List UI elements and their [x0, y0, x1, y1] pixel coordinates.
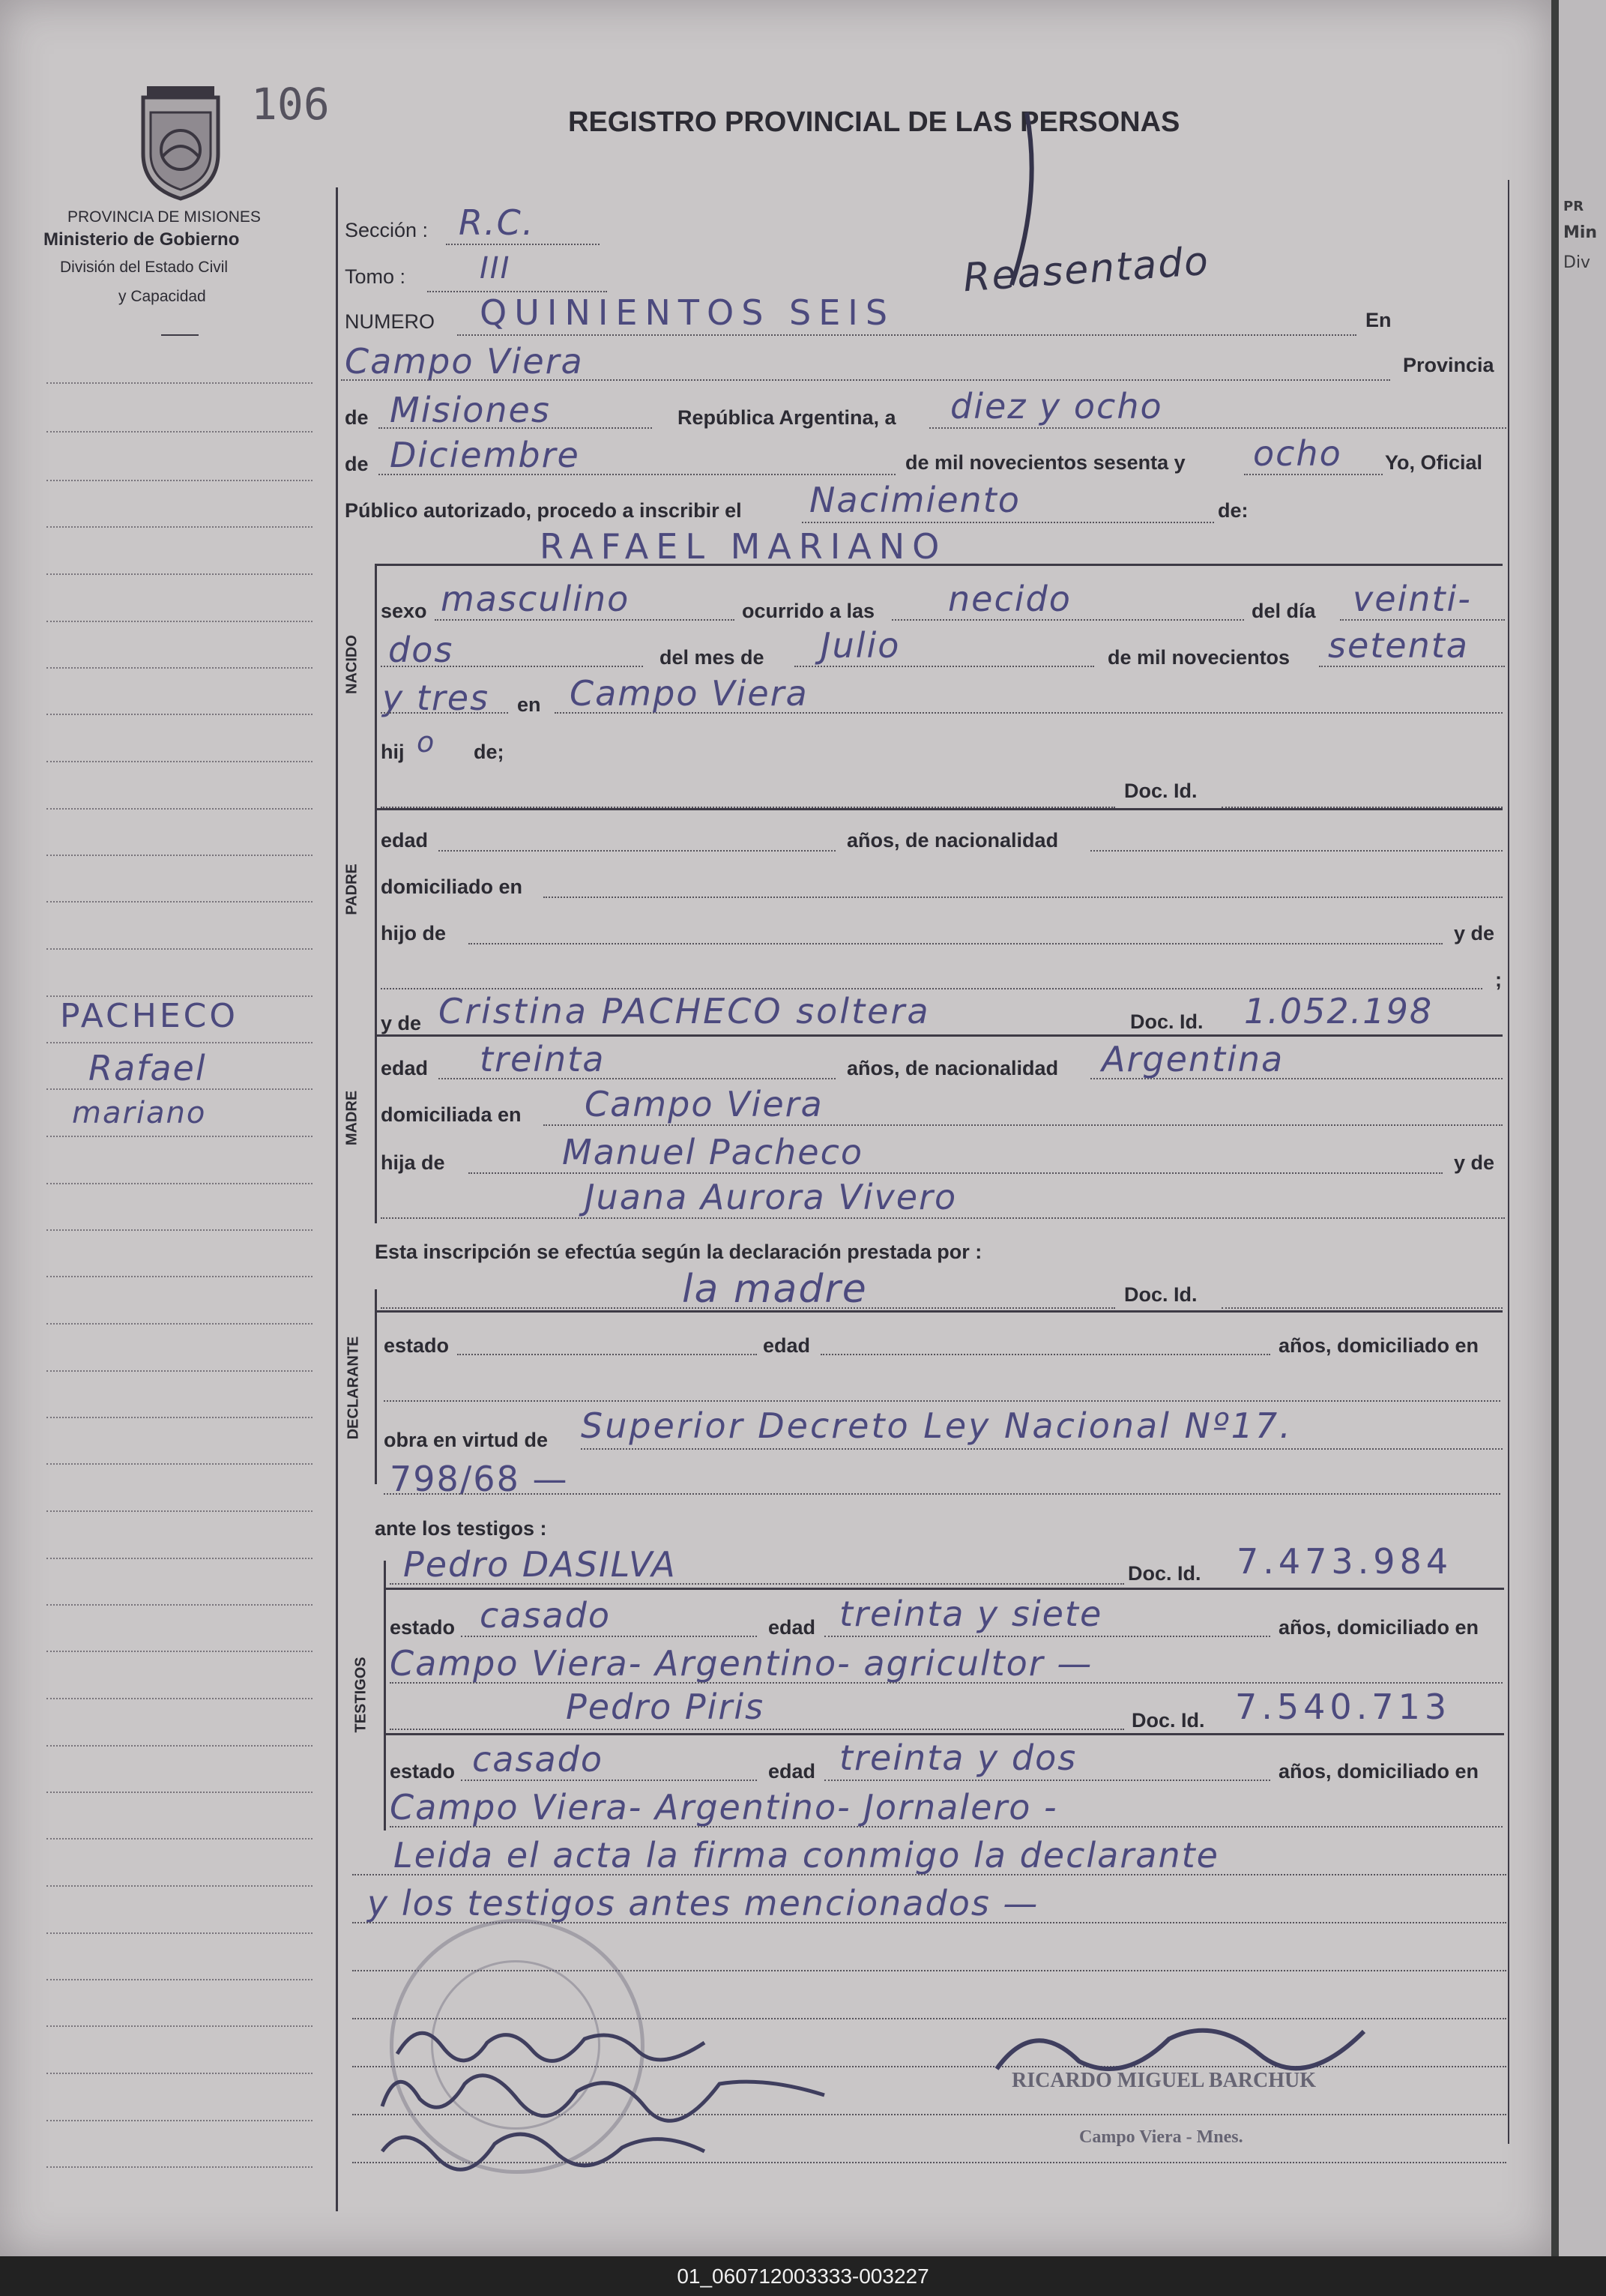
margin-first-name: Rafael [88, 1048, 207, 1088]
en-lower-label: en [517, 693, 541, 716]
madre-label: MADRE [343, 1090, 360, 1146]
testigo2-edad-value: treinta y dos [839, 1738, 1078, 1778]
adjacent-page-edge [1559, 0, 1606, 2256]
declarante-estado-label: estado [384, 1334, 450, 1357]
anio-nac-value-2: y tres [382, 678, 490, 718]
anio-nac-value-1: setenta [1328, 625, 1469, 666]
lugar-nac-value: Campo Viera [570, 673, 809, 714]
numero-label: NUMERO [345, 310, 435, 333]
obra-label: obra en virtud de [384, 1429, 549, 1451]
testigo1-estado-label: estado [390, 1616, 456, 1639]
testigo1-estado-value: casado [480, 1595, 611, 1636]
de-semicolon-label: de; [474, 741, 504, 763]
tomo-label: Tomo : [345, 265, 406, 288]
de-label-1: de [345, 406, 369, 429]
padre-doc-label: Doc. Id. [1124, 780, 1198, 802]
madre-dom-value: Campo Viera [585, 1084, 824, 1124]
declarante-label: DECLARANTE [345, 1336, 362, 1440]
madre-edad-value: treinta [480, 1039, 606, 1079]
org-line-2: Ministerio de Gobierno [43, 229, 240, 250]
madre-doc-value: 1.052.198 [1244, 991, 1434, 1031]
official-place-stamp: Campo Viera - Mnes. [1079, 2127, 1243, 2147]
testigo1-dom-value: Campo Viera- Argentino- agricultor — [390, 1643, 1093, 1684]
sexo-value: masculino [441, 579, 630, 619]
en-label: En [1365, 309, 1392, 331]
testigos-left-rule [384, 1561, 386, 1831]
madre-left-rule [375, 998, 377, 1223]
madre-edad-label: edad [381, 1057, 429, 1079]
anio-value: ocho [1253, 433, 1342, 474]
madre-doc-label: Doc. Id. [1130, 1010, 1204, 1033]
adjacent-fragment-1: PR [1563, 199, 1584, 214]
main-frame-left [336, 187, 338, 2211]
testigo1-doc-label: Doc. Id. [1128, 1562, 1201, 1585]
declarante-anos-label: años, domiciliado en [1279, 1334, 1479, 1357]
ocurrido-label: ocurrido a las [742, 600, 875, 622]
mes-value: Julio [821, 625, 901, 666]
padre-anos-label: años, de nacionalidad [847, 829, 1059, 852]
seccion-label: Sección : [345, 219, 429, 241]
sexo-label: sexo [381, 600, 427, 622]
org-line-3: División del Estado Civil [60, 259, 229, 276]
cierre-line-1: Leida el acta la firma conmigo la declarante [393, 1835, 1219, 1875]
madre-madre-value: Juana Aurora Vivero [585, 1177, 958, 1217]
cierre-line-2: y los testigos antes mencionados — [367, 1883, 1039, 1923]
testigo2-estado-label: estado [390, 1760, 456, 1783]
nacido-top-rule [375, 564, 1503, 566]
testigo2-estado-value: casado [472, 1739, 603, 1780]
org-line-4: y Capacidad [118, 288, 206, 305]
adjacent-fragment-2: Min [1563, 223, 1598, 242]
testigo2-doc-value: 7.540.713 [1235, 1687, 1452, 1727]
testigo2-rule [384, 1733, 1504, 1735]
seccion-value: R.C. [459, 202, 535, 243]
madre-domicilio-label: domiciliada en [381, 1103, 522, 1126]
annotation-stroke [982, 105, 1102, 300]
hora-value: necido [948, 579, 1072, 619]
nacido-label: NACIDO [343, 635, 360, 694]
lugar-value: Campo Viera [345, 341, 584, 382]
declarante-doc-label: Doc. Id. [1124, 1283, 1198, 1306]
padre-semicolon: ; [1495, 968, 1502, 991]
fecha-mes-value: Diciembre [390, 435, 580, 475]
padre-domicilio-label: domiciliado en [381, 876, 523, 898]
madre-top-rule [375, 1034, 1503, 1037]
testigos-label: TESTIGOS [352, 1657, 369, 1733]
mil-novecientos-label: de mil novecientos [1108, 646, 1290, 669]
hij-suffix-value: o [417, 726, 436, 759]
padre-y-de-label: y de [1454, 922, 1495, 944]
yo-oficial-label: Yo, Oficial [1385, 451, 1483, 474]
provincia-value: Misiones [390, 390, 551, 430]
padre-hijo-de-label: hijo de [381, 922, 446, 944]
folio-number: 106 [251, 79, 330, 130]
numero-value: QUINIENTOS SEIS [480, 292, 896, 333]
fecha-dia-value: diez y ocho [950, 386, 1163, 427]
de-colon-label: de: [1218, 499, 1249, 522]
testigo1-edad-label: edad [768, 1616, 816, 1639]
declarante-value: la madre [682, 1267, 868, 1312]
testigos-top-rule [384, 1588, 1504, 1590]
del-mes-label: del mes de [659, 646, 764, 669]
nacido-left-rule [375, 564, 377, 781]
margin-surname: PACHECO [60, 997, 239, 1035]
sesenta-label: de mil novecientos sesenta y [905, 451, 1186, 474]
margin-second-name: mariano [72, 1096, 207, 1130]
org-line-1: PROVINCIA DE MISIONES [67, 208, 261, 226]
republica-label: República Argentina, a [677, 406, 896, 429]
acta-value: Nacimiento [809, 480, 1021, 520]
obra-value-2: 798/68 — [390, 1459, 569, 1499]
madre-hija-de-label: hija de [381, 1151, 445, 1174]
testigo2-dom-value: Campo Viera- Argentino- Jornalero - [390, 1787, 1058, 1828]
provincia-label: Provincia [1403, 354, 1494, 376]
del-dia-label: del día [1252, 600, 1316, 622]
padre-label: PADRE [343, 864, 360, 915]
testigo1-anos-label: años, domiciliado en [1279, 1616, 1479, 1639]
org-divider [161, 334, 199, 336]
declarante-edad-label: edad [763, 1334, 811, 1357]
padre-top-rule [375, 808, 1503, 810]
madre-y-de-label-2: y de [1454, 1151, 1495, 1174]
testigo1-nombre-value: Pedro DASILVA [403, 1544, 677, 1585]
obra-value-1: Superior Decreto Ley Nacional Nº17. [581, 1405, 1293, 1446]
testigo2-edad-label: edad [768, 1760, 816, 1783]
padre-left-rule [375, 781, 377, 998]
hij-label: hij [381, 741, 405, 763]
nombre-value: RAFAEL MARIANO [540, 526, 947, 567]
official-name-stamp: RICARDO MIGUEL BARCHUK [1012, 2069, 1317, 2092]
testigo2-doc-label: Doc. Id. [1132, 1709, 1205, 1732]
main-frame-right [1508, 180, 1509, 2144]
reasentado-annotation: Reasentado [962, 238, 1211, 301]
provincial-emblem-icon [132, 82, 229, 202]
declarante-top-rule [375, 1310, 1503, 1313]
madre-padre-value: Manuel Pacheco [562, 1132, 863, 1172]
publico-label: Público autorizado, procedo a inscribir el [345, 499, 742, 522]
testigo2-anos-label: años, domiciliado en [1279, 1760, 1479, 1783]
declaracion-label: Esta inscripción se efectúa según la declaración prestada por : [375, 1241, 982, 1263]
de-label-2: de [345, 453, 369, 475]
tomo-value: III [480, 251, 511, 286]
madre-nombre-value: Cristina PACHECO soltera [438, 991, 931, 1031]
dia-value-2: dos [388, 630, 454, 670]
declarante-left-rule [375, 1289, 377, 1484]
madre-y-de-label: y de [381, 1012, 422, 1034]
madre-nac-value: Argentina [1102, 1039, 1285, 1079]
image-id-footer: 01_060712003333-003227 [0, 2256, 1606, 2296]
page-title: REGISTRO PROVINCIAL DE LAS PERSONAS [568, 106, 1180, 138]
dia-value-1: veinti- [1353, 579, 1472, 619]
ante-testigos-label: ante los testigos : [375, 1517, 547, 1540]
testigo1-edad-value: treinta y siete [839, 1594, 1103, 1634]
signature-witness-2 [375, 2106, 719, 2181]
testigo2-nombre-value: Pedro Piris [566, 1687, 765, 1727]
testigo1-doc-value: 7.473.984 [1237, 1541, 1453, 1582]
padre-edad-label: edad [381, 829, 429, 852]
adjacent-fragment-3: Div [1563, 253, 1591, 272]
madre-anos-label: años, de nacionalidad [847, 1057, 1059, 1079]
